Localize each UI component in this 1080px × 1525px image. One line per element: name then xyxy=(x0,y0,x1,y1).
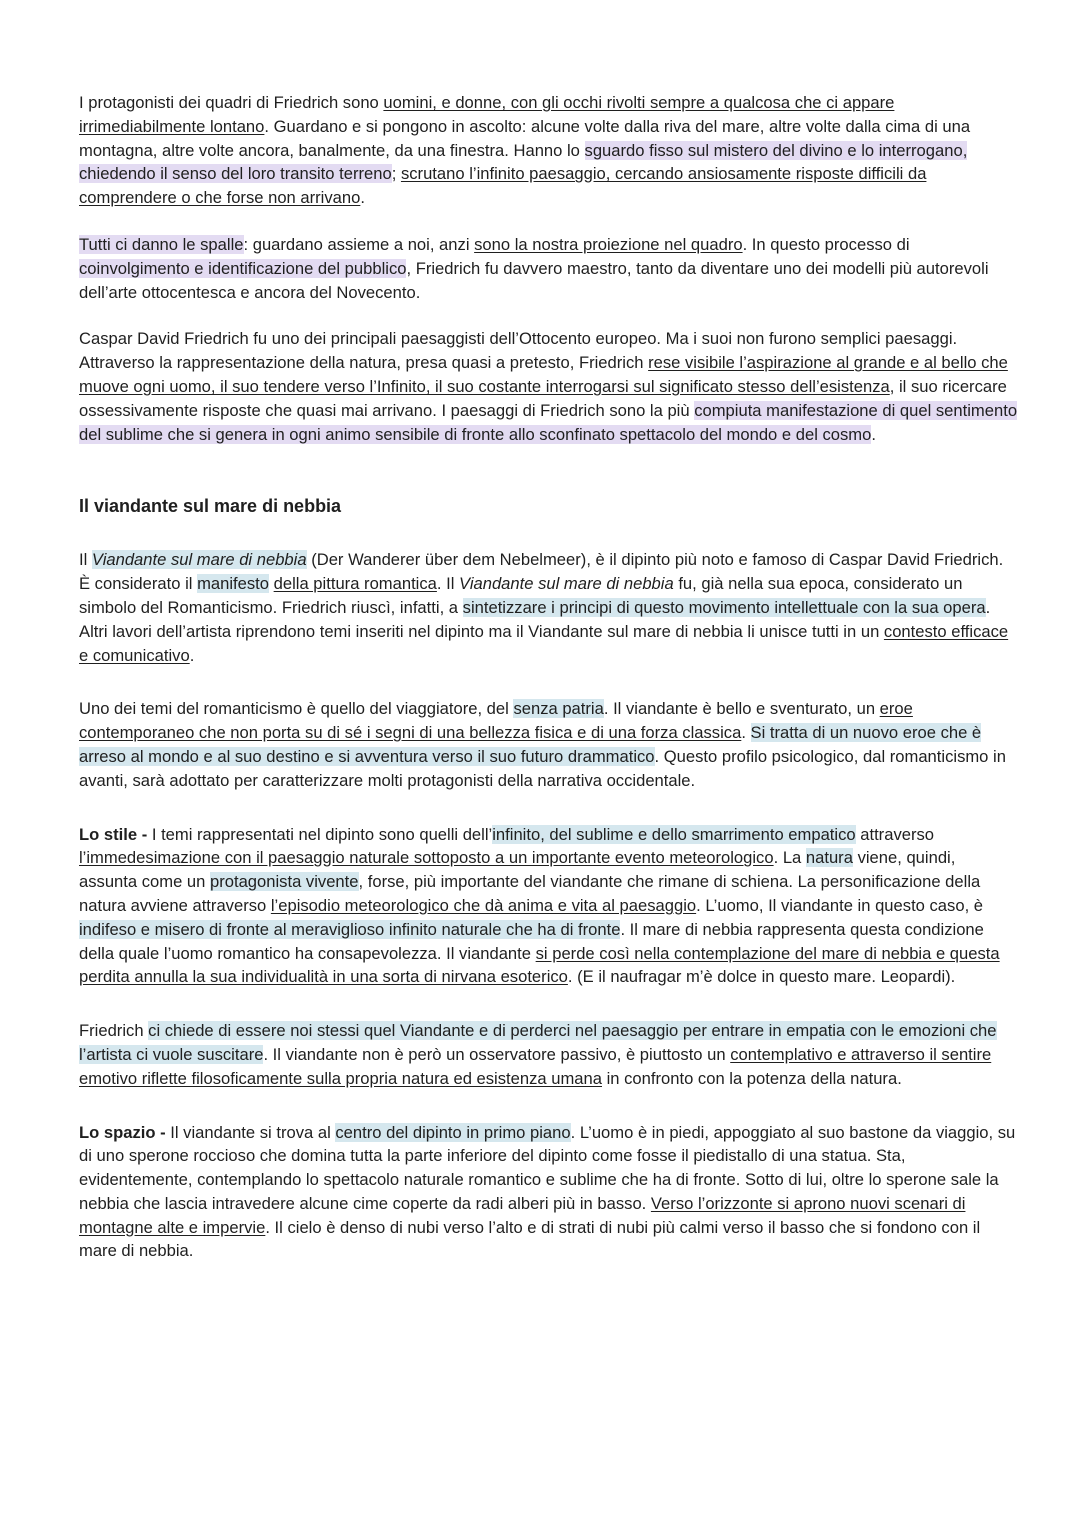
paragraph-traveller-theme: Uno dei temi del romanticismo è quello del viaggiatore, del senza patria. Il viandante è bello e sventurato, un eroe contemporaneo che non porta su di sé i segni di una bellezza fisica e di una forza classica. Si tratta di un nuovo eroe che è arreso al mondo e al suo destino e si avventura verso il suo futuro drammatico. Questo profilo psicologico, dal romanticismo in avanti, sarà adottato per caratterizzare molti protagonisti della narrativa occidentale. xyxy=(79,699,1006,790)
highlight-span: indifeso e misero di fronte al meraviglioso infinito naturale che ha di fronte xyxy=(79,919,621,939)
highlight-span: centro del dipinto in primo piano xyxy=(335,1122,571,1142)
highlight-span: ci chiede di essere noi stessi quel Viandante e di perderci nel paesaggio per entrare in empatia con le emozioni che l’artista ci vuole suscitare xyxy=(79,1021,997,1064)
underline-span: scrutano l’infinito paesaggio, cercando ansiosamente risposte difficili da comprendere o che forse non arrivano xyxy=(79,164,927,208)
underline-span: uomini, e donne, con gli occhi rivolti sempre a qualcosa che ci appare irrimediabilmente lontano xyxy=(79,93,895,136)
paragraph-label: Lo stile - xyxy=(79,824,148,844)
paragraph-protagonists: I protagonisti dei quadri di Friedrich sono uomini, e donne, con gli occhi rivolti sempre a qualcosa che ci appare irrimediabilmente lontano. Guardano e si pongono in ascolto: alcune volte dalla riva del mare, altre volte dalla cima di una montagna, altre volte ancora, banalmente, da una finestra. Hanno lo sguardo fisso sul mistero del divino e lo interrogano, chiedendo il senso del loro transito terreno; scrutano l’infinito paesaggio, cercando ansiosamente risposte difficili da comprendere o che forse non arrivano. xyxy=(79,93,971,208)
highlight-span: natura xyxy=(805,848,853,868)
underline-span: si perde così nella contemplazione del mare di nebbia e questa perdita annulla la sua individualità in una sorta di nirvana esoterico xyxy=(79,943,1000,987)
underline-span: l’episodio meteorologico che dà anima e vita al paesaggio xyxy=(270,895,697,915)
paragraph-space: Lo spazio - Il viandante si trova al centro del dipinto in primo piano. L’uomo è in piedi, appoggiato al suo bastone da viaggio, su di uno sperone roccioso che domina tutta la parte inferiore del dipinto come fosse il piedistallo di una statua. Sta, evidentemente, contemplando lo spettacolo naturale romantico e sublime che ha di fronte. Sotto di lui, oltre lo sperone sale la nebbia che lascia intravedere alcune cime coperte da radi alberi più in basso. Verso l’orizzonte si aprono nuovi scenari di montagne alte e impervie. Il cielo è denso di nubi verso l’alto e di strati di nubi più calmi verso il basso che si fondono con il mare di nebbia. xyxy=(79,1122,1016,1261)
highlight-span: Tutti ci danno le spalle xyxy=(79,234,244,254)
highlight-span: senza patria xyxy=(513,699,604,719)
underline-span: Verso l’orizzonte si aprono nuovi scenari di montagne alte e impervie xyxy=(79,1193,966,1237)
underline-span: contemplativo e attraverso il sentire emotivo riflette filosoficamente sulla propria natura ed esistenza umana xyxy=(79,1044,992,1088)
highlight-span: protagonista vivente xyxy=(209,872,359,892)
paragraph-style: Lo stile - I temi rappresentati nel dipinto sono quelli dell’infinito, del sublime e dello smarrimento empatico attraverso l’immedesimazione con il paesaggio naturale sottoposto a un importante evento meteorologico. La natura viene, quindi, assunta come un protagonista vivente, forse, più importante del viandante che rimane di schiena. La personificazione della natura avviene attraverso l’episodio meteorologico che dà anima e vita al paesaggio. L’uomo, Il viandante in questo caso, è indifeso e misero di fronte al meraviglioso infinito naturale che ha di fronte. Il mare di nebbia rappresenta questa condizione della quale l’uomo romantico ha consapevolezza. Il viandante si perde così nella contemplazione del mare di nebbia e questa perdita annulla la sua individualità in una sorta di nirvana esoterico. (E il naufragar m’è dolce in questo mare. Leopardi). xyxy=(79,824,1000,987)
underline-span: della pittura romantica xyxy=(273,574,437,594)
highlight-span: infinito, del sublime e dello smarrimento empatico xyxy=(492,824,856,844)
highlight-span: sguardo fisso sul mistero del divino e lo interrogano, chiedendo il senso del loro transito terreno xyxy=(79,140,968,184)
paragraph-wanderer-intro: Il Viandante sul mare di nebbia (Der Wanderer über dem Nebelmeer), è il dipinto più noto e famoso di Caspar David Friedrich. È considerato il manifesto della pittura romantica. Il Viandante sul mare di nebbia fu, già nella sua epoca, considerato un simbolo del Romanticismo. Friedrich riuscì, infatti, a sintetizzare i principi di questo movimento intellettuale con la sua opera. Altri lavori dell’artista riprendono temi inseriti nel dipinto ma il Viandante sul mare di nebbia li unisce tutti in un contesto efficace e comunicativo. xyxy=(79,550,1009,665)
highlight-span: coinvolgimento e identificazione del pubblico xyxy=(79,258,407,278)
highlight-span: sintetizzare i principi di questo movimento intellettuale con la sua opera xyxy=(462,597,986,617)
underline-span: l’immedesimazione con il paesaggio naturale sottoposto a un importante evento meteorologico xyxy=(79,848,774,868)
underline-span: rese visibile l’aspirazione al grande e al bello che muove ogni uomo, il suo tendere verso l’Infinito, il suo costante interrogarsi sul significato stesso dell’esistenza xyxy=(79,353,1008,396)
highlight-span: Si tratta di un nuovo eroe che è arreso al mondo e al suo destino e si avventura verso il suo futuro drammatico xyxy=(79,723,982,766)
paragraph-empathy: Friedrich ci chiede di essere noi stessi quel Viandante e di perderci nel paesaggio per entrare in empatia con le emozioni che l’artista ci vuole suscitare. Il viandante non è però un osservatore passivo, è piuttosto un contemplativo e attraverso il sentire emotivo riflette filosoficamente sulla propria natura ed esistenza umana in confronto con la potenza della natura. xyxy=(79,1021,997,1088)
underline-span: contesto efficace e comunicativo xyxy=(79,621,1009,665)
highlight-span: compiuta manifestazione di quel sentimento del sublime che si genera in ogni animo sensibile di fronte allo sconfinato spettacolo del mondo e del cosmo xyxy=(79,400,1018,444)
highlight-span: manifesto xyxy=(197,574,270,594)
paragraph-backs: Tutti ci danno le spalle: guardano assieme a noi, anzi sono la nostra proiezione nel quadro. In questo processo di coinvolgimento e identificazione del pubblico, Friedrich fu davvero maestro, tanto da diventare uno dei modelli più autorevoli dell’arte ottocentesca e ancora del Novecento. xyxy=(79,234,989,302)
highlight-span: Viandante sul mare di nebbia xyxy=(91,550,307,570)
section-heading: Il viandante sul mare di nebbia xyxy=(79,496,342,517)
paragraph-label: Lo spazio - xyxy=(79,1122,166,1142)
underline-span: sono la nostra proiezione nel quadro xyxy=(474,234,743,254)
paragraph-landscape-painter: Caspar David Friedrich fu uno dei principali paesaggisti dell’Ottocento europeo. Ma i suoi non furono semplici paesaggi. Attraverso la rappresentazione della natura, presa quasi a pretesto, Friedrich rese visibile l’aspirazione al grande e al bello che muove ogni uomo, il suo tendere verso l’Infinito, il suo costante interrogarsi sul significato stesso dell’esistenza, il suo ricercare ossessivamente risposte che quasi mai arrivano. I paesaggi di Friedrich sono la più compiuta manifestazione di quel sentimento del sublime che si genera in ogni animo sensibile di fronte allo sconfinato spettacolo del mondo e del cosmo. xyxy=(79,329,1018,444)
underline-span: eroe contemporaneo che non porta su di sé i segni di una bellezza fisica e di una forza classica xyxy=(79,699,913,743)
